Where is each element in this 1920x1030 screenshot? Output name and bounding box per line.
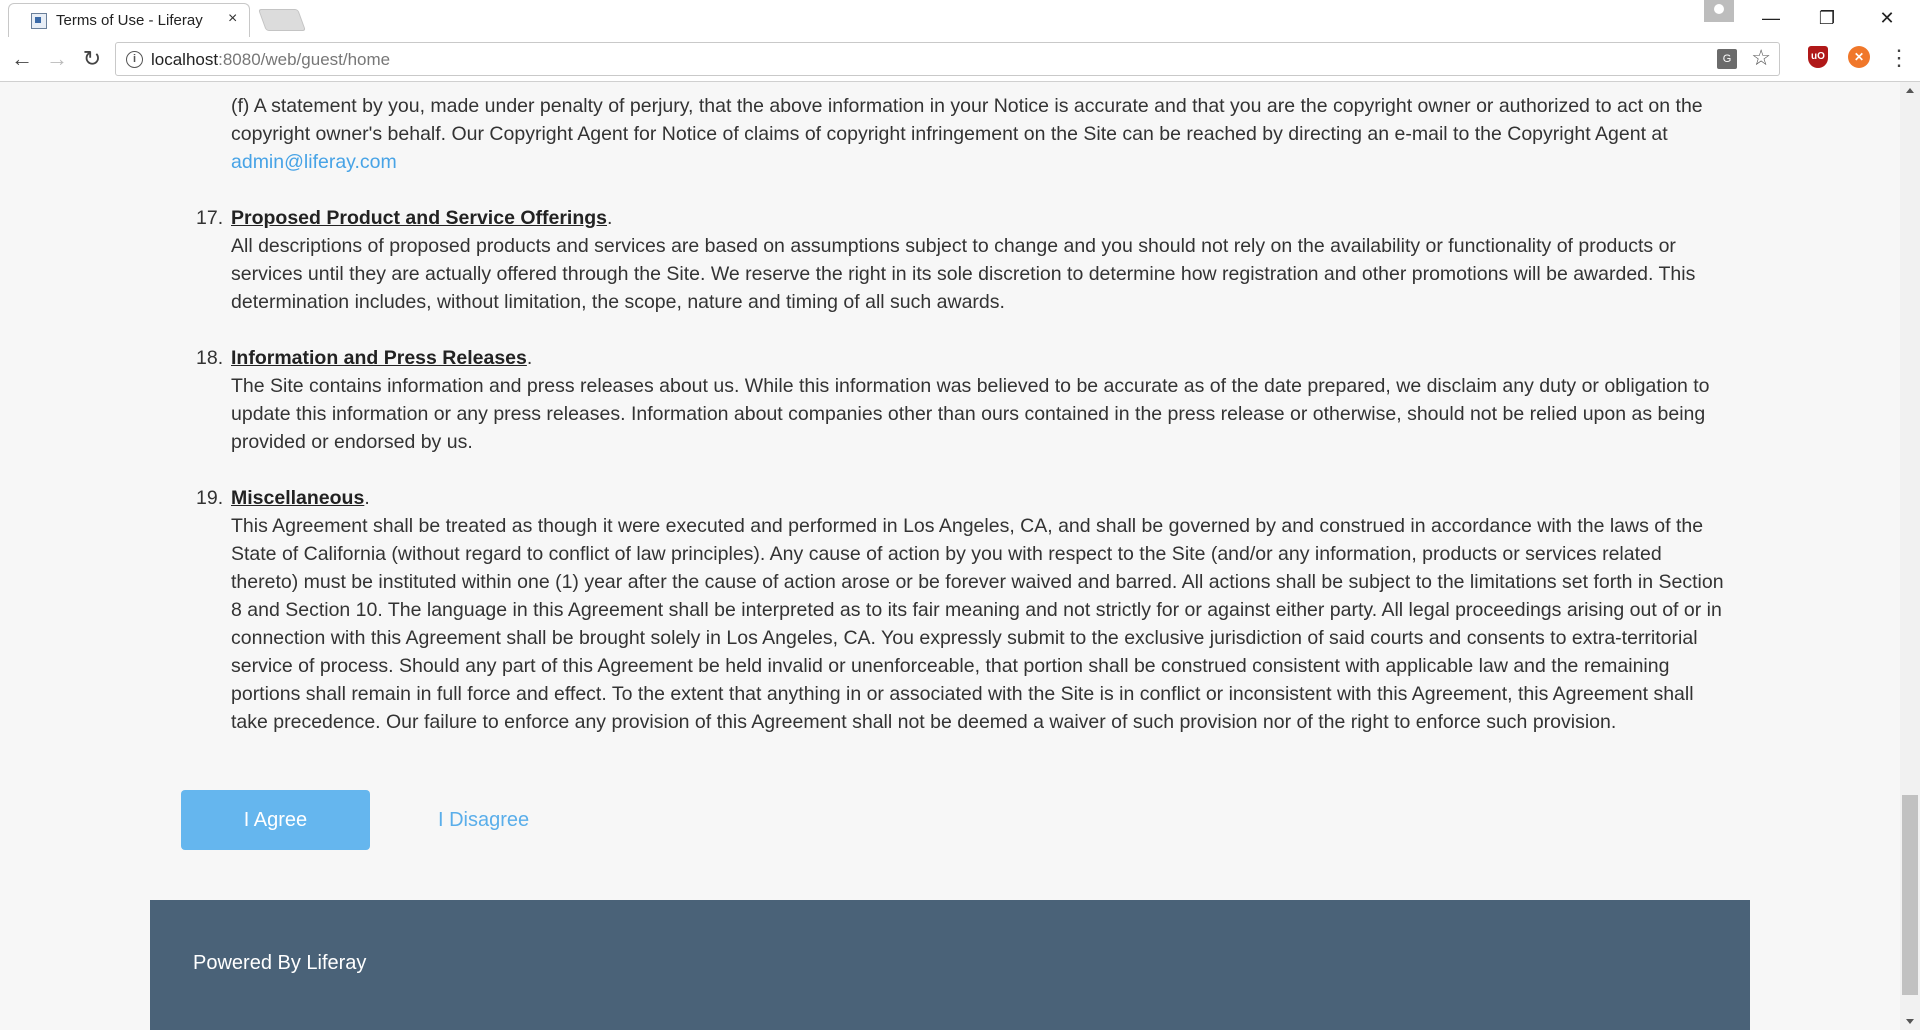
scroll-down-icon[interactable] [1906, 1019, 1914, 1024]
item-body: All descriptions of proposed products and services are based on assumptions subject to change and you should not rely on the availability or functionality of products or services until they are actually offered through the Site. We reserve the right in its sole discretion to determine how registration and other promotions will be awarded. This determination includes, without limitation, the scope, nature and timing of all such awards. [231, 235, 1696, 313]
back-arrow-icon[interactable]: ← [11, 46, 33, 71]
scrollbar-thumb[interactable] [1902, 795, 1918, 995]
tab-title: Terms of Use - Liferay [56, 12, 203, 29]
page-viewport [0, 82, 1900, 1030]
translate-icon[interactable]: G [1717, 49, 1737, 69]
page-footer [150, 900, 1750, 1030]
address-bar[interactable] [115, 42, 1780, 76]
terms-item-18: 18. Information and Press Releases. The Site contains information and press releases about us. While this information was believed to be accurate as of the date prepared, we disclaim any duty or obligation to update this information or any press releases. Information about companies other than ours contained in the press release or otherwise, should not be relied upon as being provided or endorsed by us. [231, 344, 1726, 456]
extension-icon[interactable]: ✕ [1848, 46, 1870, 68]
copyright-agent-email-link[interactable]: admin@liferay.com [231, 151, 397, 173]
bookmark-star-icon[interactable]: ☆ [1751, 45, 1771, 70]
terms-item-17: 17. Proposed Product and Service Offerings. All descriptions of proposed products and services are based on assumptions subject to change and you should not rely on the availability or functionality of products or services until they are actually offered through the Site. We reserve the right in its sole discretion to determine how registration and other promotions will be awarded. This determination includes, without limitation, the scope, nature and timing of all such awards. [231, 204, 1726, 316]
browser-toolbar [0, 37, 1920, 82]
url-text[interactable]: localhost:8080/web/guest/home [151, 50, 391, 69]
liferay-favicon-icon [31, 13, 47, 29]
item-number: 17. [196, 207, 224, 229]
item-number: 18. [196, 347, 224, 369]
tab-close-icon[interactable]: × [228, 10, 238, 27]
item-body: The Site contains information and press releases about us. While this information was believed to be accurate as of the date prepared, we disclaim any duty or obligation to update this information or any press releases. Information about companies other than ours contained in the press release or otherwise, should not be relied upon as being provided or endorsed by us. [231, 375, 1710, 453]
item-number: 19. [196, 487, 224, 509]
browser-menu-icon[interactable]: ⋮ [1888, 45, 1910, 70]
item-heading: Miscellaneous [231, 487, 365, 509]
terms-content [196, 92, 1726, 736]
new-tab-button[interactable] [258, 9, 306, 31]
item-heading: Proposed Product and Service Offerings [231, 207, 608, 229]
terms-item-19: 19. Miscellaneous. This Agreement shall be treated as though it were executed and performed in Los Angeles, CA, and shall be governed by and construed in accordance with the laws of the State of California (without regard to conflict of law principles). Any cause of action by you with respect to the Site (and/or any information, products or services related thereto) must be instituted within one (1) year after the cause of action arose or be forever waived and barred. All actions shall be subject to the limitations set forth in Section 8 and Section 10. The language in this Agreement shall be interpreted as to its fair meaning and not strictly for or against either party. All legal proceedings arising out of or in connection with this Agreement shall be brought solely in Los Angeles, CA. You expressly submit to the exclusive jurisdiction of said courts and consents to extra-territorial service of process. Should any part of this Agreement be held invalid or unenforceable, that portion shall be construed consistent with applicable law and the remaining portions shall remain in full force and effect. To the extent that anything in or associated with the Site is in conflict or inconsistent with this Agreement, this Agreement shall take precedence. Our failure to enforce any provision of this Agreement shall not be deemed a waiver of such provision nor of the right to enforce such provision. [231, 484, 1726, 736]
ublock-extension-icon[interactable]: uO [1808, 46, 1828, 68]
browser-titlebar [0, 0, 1920, 37]
restore-button[interactable]: ❐ [1818, 8, 1836, 28]
item-body: This Agreement shall be treated as though it were executed and performed in Los Angeles, CA, and shall be governed by and construed in accordance with the laws of the State of California (without regard to conflict of law principles). Any cause of action by you with respect to the Site (and/or any information, products or services related thereto) must be instituted within one (1) year after the cause of action arose or be forever waived and barred. All actions shall be subject to the limitations set forth in Section 8 and Section 10. The language in this Agreement shall be interpreted as to its fair meaning and not strictly for or against either party. All legal proceedings arising out of or in connection with this Agreement shall be brought solely in Los Angeles, CA. You expressly submit to the exclusive jurisdiction of said courts and consents to extra-territorial service of process. Should any part of this Agreement be held invalid or unenforceable, that portion shall be construed consistent with applicable law and the remaining portions shall remain in full force and effect. To the extent that anything in or associated with the Site is in conflict or inconsistent with this Agreement, this Agreement shall take precedence. Our failure to enforce any provision of this Agreement shall not be deemed a waiver of such provision nor of the right to enforce such provision. [231, 515, 1724, 733]
i-disagree-link[interactable]: I Disagree [438, 809, 530, 831]
profile-avatar-icon[interactable] [1704, 0, 1734, 22]
forward-arrow-icon[interactable]: → [46, 46, 68, 71]
powered-by-text: Powered By Liferay [193, 952, 367, 974]
copyright-notice-paragraph: (f) A statement by you, made under penalty of perjury, that the above information in your Notice is accurate and that you are the copyright owner or authorized to act on the copyright owner's behalf. Our Copyright Agent for Notice of claims of copyright infringement on the Site can be reached by directing an e-mail to the Copyright Agent at admin@liferay.com [231, 95, 1703, 173]
reload-icon[interactable]: ↻ [82, 46, 102, 71]
minimize-button[interactable]: — [1762, 8, 1780, 28]
scroll-up-icon[interactable] [1906, 88, 1914, 93]
window-close-button[interactable]: ✕ [1879, 8, 1895, 28]
vertical-scrollbar[interactable] [1900, 82, 1920, 1030]
item-heading: Information and Press Releases [231, 347, 527, 369]
browser-tab[interactable] [8, 3, 250, 37]
i-agree-button[interactable]: I Agree [181, 790, 370, 850]
site-info-icon[interactable]: i [126, 51, 143, 68]
